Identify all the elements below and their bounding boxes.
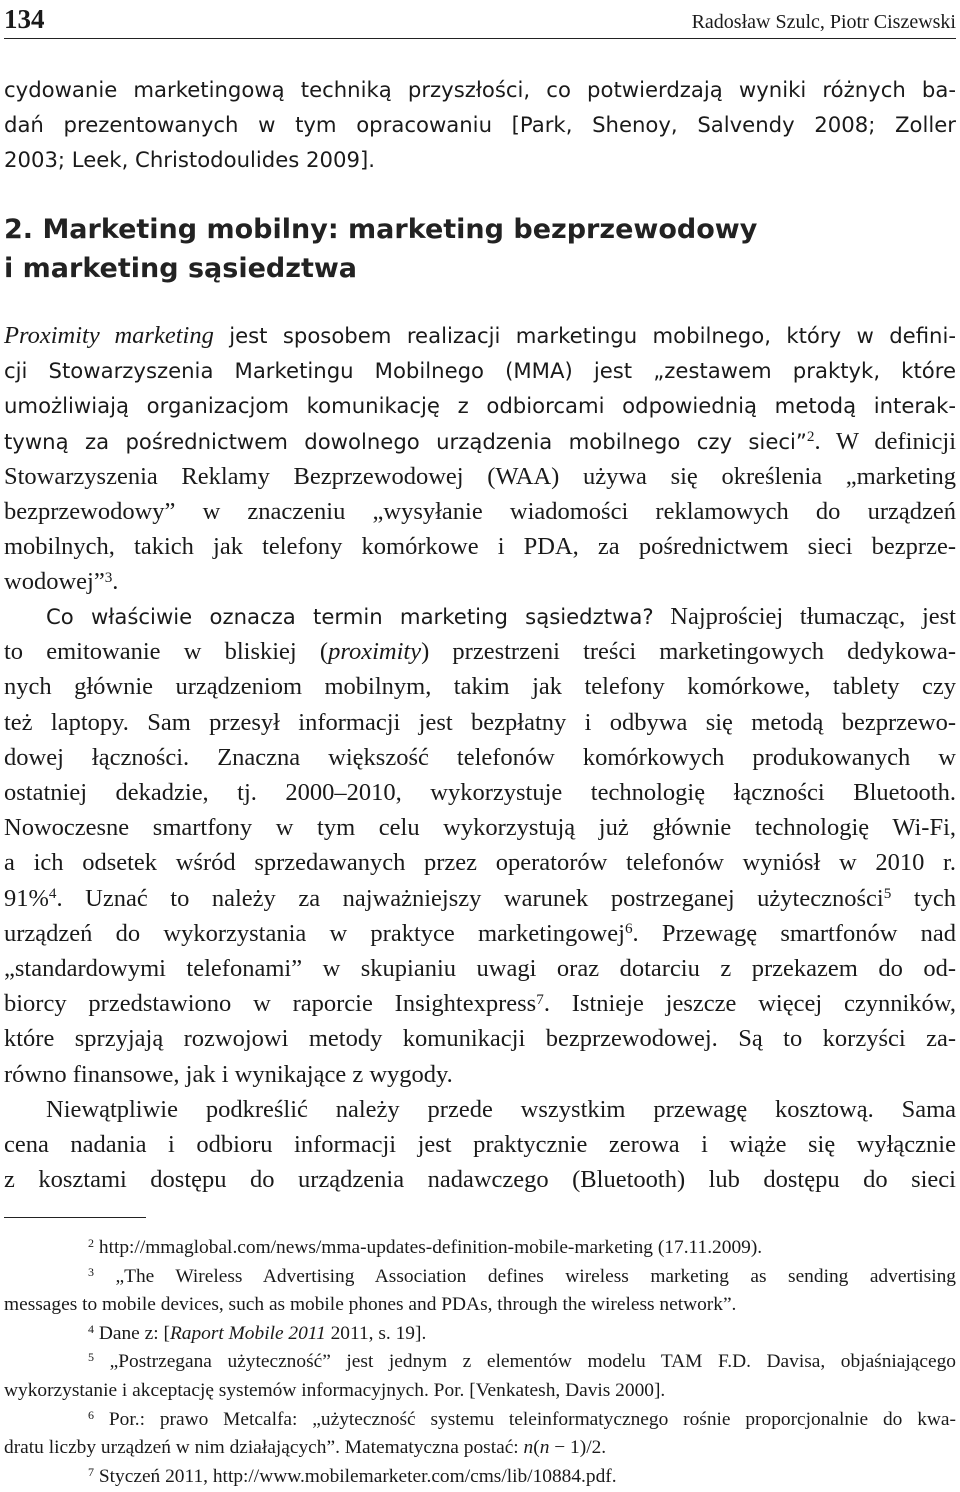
text-run: Co właściwie oznacza termin marketing sąsiedztwa? <box>46 604 654 629</box>
text-line: Nowoczesne smartfony w tym celu wykorzystują już głównie technologię Wi-Fi, <box>4 814 956 842</box>
footnote-7: $^7$ Styczeń 2011, http://www.mobilemarketer.com/cms/lib/10884.pdf. <box>88 1464 617 1487</box>
text-run: . <box>112 568 119 596</box>
text-line: dowej łączności. Znaczna większość telefonów komórkowych produkowanych w <box>4 743 956 771</box>
text-run: ) przestrzeni treści marketingowych dedykowa- <box>421 638 956 666</box>
text-line: mobilnych, takich jak telefony komórkowe i PDA, za pośrednictwem sieci bezprze- <box>4 533 956 561</box>
footnote-ref[interactable]: 3 <box>104 568 113 586</box>
footnote-text: dratu liczby urządzeń w nim działających”. Matematyczna postać: <box>4 1437 524 1459</box>
footnotes <box>4 1234 956 1491</box>
text-line <box>4 881 956 916</box>
text-line: cena nadania i odbioru informacji jest praktycznie zerowa i wiąże się wyłącznie <box>4 1131 956 1159</box>
footnote-3: $^3$ „The Wireless Advertising Association defines wireless marketing as sending advertising <box>88 1264 956 1287</box>
text-line <box>4 986 956 1021</box>
text-line <box>4 634 956 669</box>
footnote-5: $^5$ „Postrzegana użyteczność” jest jednym z elementów modelu TAM F.D. Davisa, objaśniającego <box>88 1350 957 1373</box>
term-italic: proximity <box>328 638 422 666</box>
footnote-text[interactable]: http://mmaglobal.com/news/mma-updates-definition-mobile-marketing (17.11.2009). <box>98 1237 763 1258</box>
text-line: Stowarzyszenia Reklamy Bezprzewodowej (WAA) używa się określenia „marketing <box>4 462 956 490</box>
footnote-ref[interactable]: 5 <box>883 885 892 903</box>
footnote-text: Dane z: [ <box>98 1322 170 1344</box>
intro-paragraph <box>4 72 956 178</box>
math-var: n <box>523 1437 534 1459</box>
text-line <box>4 424 956 459</box>
text-run: . W definicji <box>814 427 956 455</box>
paragraph-1 <box>4 318 956 600</box>
paragraph-2 <box>4 599 956 1092</box>
text-run: jest sposobem realizacji marketingu mobilnego, który w defini- <box>213 323 957 348</box>
text-line <box>4 599 956 634</box>
text-run: . Uznać to należy za najważniejszy warunek postrzeganej użyteczności <box>56 884 884 912</box>
text-line: równo finansowe, jak i wynikające z wygody. <box>4 1060 453 1088</box>
text-line <box>4 318 956 353</box>
running-header <box>4 4 956 39</box>
section-heading <box>4 210 956 288</box>
footnote-4: $^4$ Dane z: [Raport Mobile 2011 2011, s. 19]. <box>88 1321 427 1344</box>
text-line: „standardowymi telefonami” w skupianiu uwagi oraz dotarciu z przekazem do od- <box>4 955 956 983</box>
text-line: nych głównie urządzeniom mobilnym, takim jak telefony komórkowe, tablety czy <box>4 673 956 701</box>
running-header-authors: Radosław Szulc, Piotr Ciszewski <box>691 11 956 33</box>
text-run: Najprościej tłumacząc, jest <box>653 603 956 630</box>
text-run: . Istnieje jeszcze więcej czynników, <box>543 990 956 1018</box>
footnote-text: „Postrzegana użyteczność” jest jednym z elementów modelu TAM F.D. Davisa, objaśniającego <box>109 1351 957 1373</box>
footnote-5-cont: wykorzystanie i akceptację systemów informacyjnych. Por. [Venkatesh, Davis 2000]. <box>4 1379 666 1401</box>
text-line: 2003; Leek, Christodoulides 2009]. <box>4 147 375 173</box>
text-line: dań prezentowanych w tym opracowaniu [Park, Shenoy, Salvendy 2008; Zoller <box>4 112 956 138</box>
footnote-2: $^2$ http://mmaglobal.com/news/mma-updates-definition-mobile-marketing (17.11.2009). <box>88 1236 763 1258</box>
text-run: biorcy przedstawiono w raporcie Insightexpress <box>4 990 537 1018</box>
footnote-text[interactable]: Styczeń 2011, http://www.mobilemarketer.com/cms/lib/10884.pdf. <box>98 1465 617 1487</box>
text-line: cydowanie marketingową techniką przyszłości, co potwierdzają wyniki różnych ba- <box>4 77 956 102</box>
text-run: to emitowanie w bliskiej ( <box>4 638 329 666</box>
text-line: z kosztami dostępu do urządzenia nadawczego (Bluetooth) lub dostępu do sieci <box>4 1166 956 1194</box>
footnote-6-cont <box>4 1434 956 1463</box>
text-run: urządzeń do wykorzystania w praktyce marketingowej <box>4 919 625 947</box>
footnote-text: „The Wireless Advertising Association defines wireless marketing as sending advertising <box>115 1265 956 1287</box>
footnote-text: 2011, s. 19]. <box>325 1322 427 1344</box>
text-run: tych <box>891 884 956 912</box>
text-line: umożliwiają organizacjom komunikację z odbiorcami odpowiednią metodą interak- <box>4 393 956 419</box>
text-line: które sprzyjają rozwojowi metody komunikacji bezprzewodowej. Są to korzyści za- <box>4 1025 956 1053</box>
text-line <box>4 564 956 599</box>
footnote-3-cont: messages to mobile devices, such as mobile phones and PDAs, through the wireless network”. <box>4 1294 737 1316</box>
text-run: . Przewagę smartfonów nad <box>632 919 956 947</box>
text-line: Niewątpliwie podkreślić należy przede wszystkim przewagę kosztową. Sama <box>46 1096 956 1123</box>
text-line: a ich odsetek wśród sprzedawanych przez operatorów telefonów wyniósł w 2010 r. <box>4 849 956 877</box>
text-line <box>4 916 956 951</box>
page-number: 134 <box>4 4 45 34</box>
footnote-text: − 1)/2. <box>549 1437 607 1459</box>
footnote-ref[interactable]: 6 <box>624 920 633 938</box>
text-line: też laptopy. Sam przesył informacji jest bezpłatny i odbywa się metodą bezprzewo- <box>4 708 956 736</box>
paragraph-3 <box>4 1092 956 1198</box>
term-italic: Proximity marketing <box>4 322 214 349</box>
footnote-italic: Raport Mobile 2011 <box>169 1322 326 1344</box>
footnote-6: $^6$ Por.: prawo Metcalfa: „użyteczność systemu teleinformatycznego rośnie proporcjonalnie do kwa- <box>88 1407 956 1430</box>
section-heading-line: i marketing sąsiedztwa <box>4 253 358 284</box>
text-line: cji Stowarzyszenia Marketingu Mobilnego (MMA) jest „zestawem praktyk, które <box>4 358 956 384</box>
footnote-text: ( <box>533 1437 540 1459</box>
footnote-ref[interactable]: 7 <box>536 990 544 1008</box>
text-run: wodowej” <box>4 568 105 596</box>
text-line: ostatniej dekadzie, tj. 2000–2010, wykorzystuje technologię łączności Bluetooth. <box>4 779 956 807</box>
section-heading-line: 2. Marketing mobilny: marketing bezprzewodowy <box>4 214 758 245</box>
text-run: tywną za pośrednictwem dowolnego urządzenia mobilnego czy sieci” <box>4 428 807 454</box>
text-line: bezprzewodowy” w znaczeniu „wysyłanie wiadomości reklamowych do urządzeń <box>4 498 956 526</box>
footnote-ref[interactable]: 2 <box>806 428 815 446</box>
math-var: n <box>539 1437 550 1459</box>
footnote-divider <box>4 1217 146 1218</box>
footnote-text: Por.: prawo Metcalfa: „użyteczność systemu teleinformatycznego rośnie proporcjonalnie do kwa- <box>108 1408 956 1430</box>
text-run: 91% <box>4 884 49 912</box>
footnote-ref[interactable]: 4 <box>48 885 57 903</box>
